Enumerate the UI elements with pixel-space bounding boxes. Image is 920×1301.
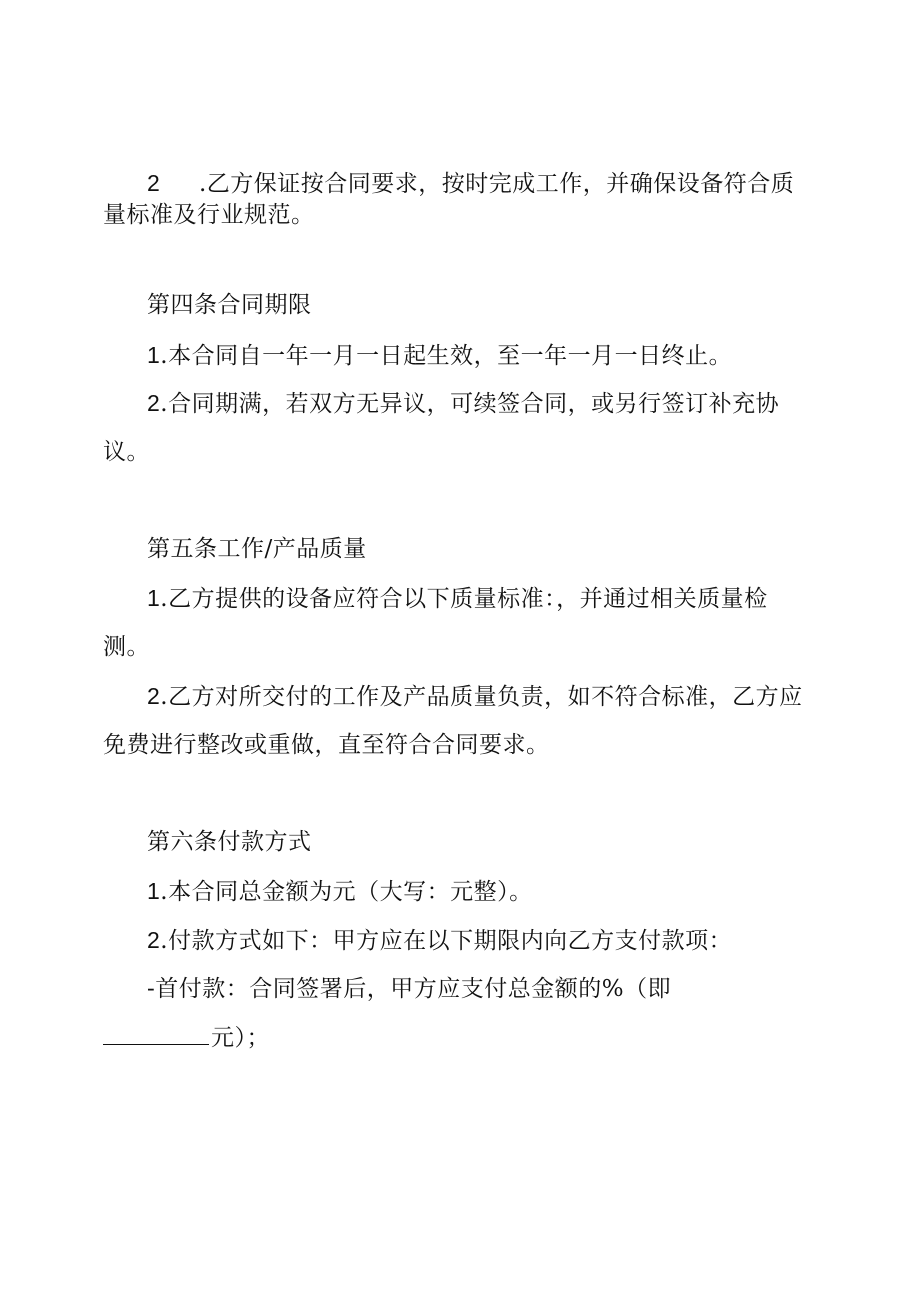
clause6-item2 <box>147 925 732 956</box>
clause3-item2-line2: 量标准及行业规范。 <box>103 202 315 228</box>
clause4-item2-line1 <box>147 388 779 419</box>
item-text: .乙方对所交付的工作及产品质量负责，如不符合标准，乙方应 <box>160 684 803 710</box>
item-number: 1 <box>147 878 161 904</box>
item-text: .合同期满，若双方无异议，可续签合同，或另行签订补充协 <box>160 391 780 417</box>
item-number: 2 <box>147 170 161 196</box>
item-number: 2 <box>147 927 161 953</box>
clause5-heading: 第五条工作/产品质量 <box>147 536 367 562</box>
first-payment-line2 <box>103 1023 270 1053</box>
item-text: .本合同自一年一月一日起生效，至一年一月一日终止。 <box>160 343 733 369</box>
item-number: 2 <box>147 390 161 416</box>
item-text: .乙方保证按合同要求，按时完成工作，并确保设备符合质 <box>199 171 795 197</box>
clause4-item1 <box>147 340 732 371</box>
clause6-item1 <box>147 876 533 907</box>
item-text: .付款方式如下：甲方应在以下期限内向乙方支付款项： <box>160 928 733 954</box>
clause3-item2-line1 <box>147 168 794 199</box>
clause5-item1-line2: 测。 <box>103 634 150 660</box>
clause4-heading: 第四条合同期限 <box>147 292 312 318</box>
clause6-heading: 第六条付款方式 <box>147 829 312 855</box>
clause5-item2-line1 <box>147 681 803 712</box>
item-text: .乙方提供的设备应符合以下质量标准：，并通过相关质量检 <box>160 586 768 612</box>
clause5-item2-line2: 免费进行整改或重做，直至符合合同要求。 <box>103 732 550 758</box>
clause5-item1-line1 <box>147 583 768 614</box>
clause4-item2-line2: 议。 <box>103 439 150 465</box>
amount-blank <box>103 1024 209 1045</box>
first-payment-suffix: 元）； <box>211 1025 270 1051</box>
item-text: .本合同总金额为元（大写：元整）。 <box>160 879 533 905</box>
item-number: 1 <box>147 585 161 611</box>
item-number: 2 <box>147 683 161 709</box>
first-payment-line1: -首付款：合同签署后，甲方应支付总金额的%（即 <box>147 976 672 1002</box>
item-number: 1 <box>147 342 161 368</box>
